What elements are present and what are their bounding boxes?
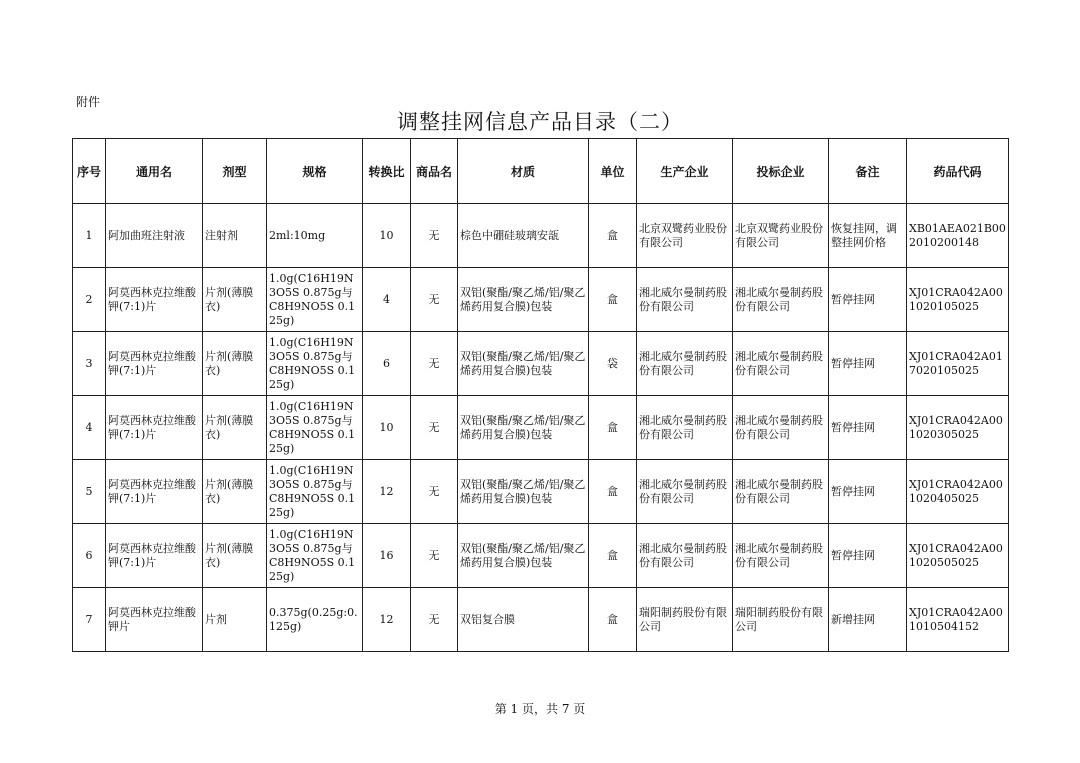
page-title: 调整挂网信息产品目录（二） bbox=[397, 110, 683, 134]
cell-manufacturer: 湘北威尔曼制药股份有限公司 bbox=[637, 524, 733, 588]
cell-generic-name: 阿莫西林克拉维酸钾片 bbox=[106, 588, 203, 652]
cell-dosage-form: 片剂(薄膜衣) bbox=[203, 396, 267, 460]
attachment-label: 附件 bbox=[76, 95, 101, 109]
cell-remark: 暂停挂网 bbox=[829, 268, 907, 332]
cell-remark: 新增挂网 bbox=[829, 588, 907, 652]
col-header-dosage-form: 剂型 bbox=[203, 139, 267, 204]
cell-drug-code: XJ01CRA042A017020105025 bbox=[907, 332, 1009, 396]
col-header-manufacturer: 生产企业 bbox=[637, 139, 733, 204]
cell-manufacturer: 北京双鹭药业股份有限公司 bbox=[637, 204, 733, 268]
cell-trade-name: 无 bbox=[411, 396, 458, 460]
cell-unit: 盒 bbox=[589, 524, 637, 588]
cell-bidder: 瑞阳制药股份有限公司 bbox=[733, 588, 829, 652]
cell-material: 双铝(聚酯/聚乙烯/铝/聚乙烯药用复合膜)包装 bbox=[458, 460, 589, 524]
cell-bidder: 湘北威尔曼制药股份有限公司 bbox=[733, 524, 829, 588]
table-row bbox=[73, 332, 1009, 396]
col-header-trade-name: 商品名 bbox=[411, 139, 458, 204]
cell-trade-name: 无 bbox=[411, 332, 458, 396]
cell-material: 双铝(聚酯/聚乙烯/铝/聚乙烯药用复合膜)包装 bbox=[458, 268, 589, 332]
cell-trade-name: 无 bbox=[411, 460, 458, 524]
cell-trade-name: 无 bbox=[411, 204, 458, 268]
cell-drug-code: XB01AEA021B002010200148 bbox=[907, 204, 1009, 268]
cell-remark: 暂停挂网 bbox=[829, 396, 907, 460]
cell-unit: 盒 bbox=[589, 460, 637, 524]
cell-unit: 盒 bbox=[589, 396, 637, 460]
cell-generic-name: 阿莫西林克拉维酸钾(7:1)片 bbox=[106, 268, 203, 332]
cell-manufacturer: 瑞阳制药股份有限公司 bbox=[637, 588, 733, 652]
table-row bbox=[73, 588, 1009, 652]
cell-unit: 袋 bbox=[589, 332, 637, 396]
product-catalog-table bbox=[72, 138, 1009, 652]
col-header-bidder: 投标企业 bbox=[733, 139, 829, 204]
cell-material: 双铝(聚酯/聚乙烯/铝/聚乙烯药用复合膜)包装 bbox=[458, 332, 589, 396]
col-header-unit: 单位 bbox=[589, 139, 637, 204]
cell-remark: 暂停挂网 bbox=[829, 332, 907, 396]
cell-drug-code: XJ01CRA042A001020405025 bbox=[907, 460, 1009, 524]
cell-trade-name: 无 bbox=[411, 524, 458, 588]
col-header-material: 材质 bbox=[458, 139, 589, 204]
cell-generic-name: 阿莫西林克拉维酸钾(7:1)片 bbox=[106, 460, 203, 524]
cell-manufacturer: 湘北威尔曼制药股份有限公司 bbox=[637, 460, 733, 524]
cell-drug-code: XJ01CRA042A001020505025 bbox=[907, 524, 1009, 588]
cell-ratio: 16 bbox=[363, 524, 411, 588]
cell-dosage-form: 片剂(薄膜衣) bbox=[203, 332, 267, 396]
cell-no: 4 bbox=[73, 396, 106, 460]
cell-dosage-form: 注射剂 bbox=[203, 204, 267, 268]
cell-material: 棕色中硼硅玻璃安瓿 bbox=[458, 204, 589, 268]
cell-ratio: 4 bbox=[363, 268, 411, 332]
cell-dosage-form: 片剂(薄膜衣) bbox=[203, 524, 267, 588]
table-row bbox=[73, 396, 1009, 460]
cell-ratio: 10 bbox=[363, 396, 411, 460]
cell-no: 7 bbox=[73, 588, 106, 652]
cell-no: 5 bbox=[73, 460, 106, 524]
cell-unit: 盒 bbox=[589, 268, 637, 332]
table-row bbox=[73, 524, 1009, 588]
cell-drug-code: XJ01CRA042A001020105025 bbox=[907, 268, 1009, 332]
cell-generic-name: 阿莫西林克拉维酸钾(7:1)片 bbox=[106, 524, 203, 588]
cell-spec: 2ml:10mg bbox=[267, 204, 363, 268]
header-row bbox=[73, 139, 1009, 204]
col-header-generic-name: 通用名 bbox=[106, 139, 203, 204]
cell-bidder: 湘北威尔曼制药股份有限公司 bbox=[733, 460, 829, 524]
table-row bbox=[73, 204, 1009, 268]
col-header-spec: 规格 bbox=[267, 139, 363, 204]
cell-generic-name: 阿莫西林克拉维酸钾(7:1)片 bbox=[106, 396, 203, 460]
cell-spec: 1.0g(C16H19N3O5S 0.875g与C8H9NO5S 0.125g) bbox=[267, 268, 363, 332]
cell-ratio: 12 bbox=[363, 460, 411, 524]
col-header-remark: 备注 bbox=[829, 139, 907, 204]
cell-manufacturer: 湘北威尔曼制药股份有限公司 bbox=[637, 396, 733, 460]
cell-drug-code: XJ01CRA042A001010504152 bbox=[907, 588, 1009, 652]
cell-remark: 暂停挂网 bbox=[829, 524, 907, 588]
cell-manufacturer: 湘北威尔曼制药股份有限公司 bbox=[637, 332, 733, 396]
cell-spec: 1.0g(C16H19N3O5S 0.875g与C8H9NO5S 0.125g) bbox=[267, 460, 363, 524]
cell-spec: 1.0g(C16H19N3O5S 0.875g与C8H9NO5S 0.125g) bbox=[267, 524, 363, 588]
cell-remark: 暂停挂网 bbox=[829, 460, 907, 524]
cell-unit: 盒 bbox=[589, 204, 637, 268]
cell-ratio: 12 bbox=[363, 588, 411, 652]
cell-material: 双铝复合膜 bbox=[458, 588, 589, 652]
cell-generic-name: 阿莫西林克拉维酸钾(7:1)片 bbox=[106, 332, 203, 396]
table-row bbox=[73, 460, 1009, 524]
cell-spec: 0.375g(0.25g:0.125g) bbox=[267, 588, 363, 652]
table-row bbox=[73, 268, 1009, 332]
cell-drug-code: XJ01CRA042A001020305025 bbox=[907, 396, 1009, 460]
cell-trade-name: 无 bbox=[411, 588, 458, 652]
cell-remark: 恢复挂网，调整挂网价格 bbox=[829, 204, 907, 268]
cell-spec: 1.0g(C16H19N3O5S 0.875g与C8H9NO5S 0.125g) bbox=[267, 332, 363, 396]
page-number: 第 1 页，共 7 页 bbox=[494, 702, 586, 716]
cell-dosage-form: 片剂 bbox=[203, 588, 267, 652]
cell-no: 3 bbox=[73, 332, 106, 396]
cell-material: 双铝(聚酯/聚乙烯/铝/聚乙烯药用复合膜)包装 bbox=[458, 396, 589, 460]
col-header-ratio: 转换比 bbox=[363, 139, 411, 204]
cell-trade-name: 无 bbox=[411, 268, 458, 332]
cell-no: 6 bbox=[73, 524, 106, 588]
cell-ratio: 10 bbox=[363, 204, 411, 268]
cell-ratio: 6 bbox=[363, 332, 411, 396]
cell-material: 双铝(聚酯/聚乙烯/铝/聚乙烯药用复合膜)包装 bbox=[458, 524, 589, 588]
col-header-drug-code: 药品代码 bbox=[907, 139, 1009, 204]
cell-manufacturer: 湘北威尔曼制药股份有限公司 bbox=[637, 268, 733, 332]
cell-unit: 盒 bbox=[589, 588, 637, 652]
cell-bidder: 湘北威尔曼制药股份有限公司 bbox=[733, 268, 829, 332]
cell-no: 1 bbox=[73, 204, 106, 268]
col-header-no: 序号 bbox=[73, 139, 106, 204]
cell-spec: 1.0g(C16H19N3O5S 0.875g与C8H9NO5S 0.125g) bbox=[267, 396, 363, 460]
cell-bidder: 北京双鹭药业股份有限公司 bbox=[733, 204, 829, 268]
cell-generic-name: 阿加曲班注射液 bbox=[106, 204, 203, 268]
cell-dosage-form: 片剂(薄膜衣) bbox=[203, 460, 267, 524]
cell-dosage-form: 片剂(薄膜衣) bbox=[203, 268, 267, 332]
cell-bidder: 湘北威尔曼制药股份有限公司 bbox=[733, 396, 829, 460]
cell-no: 2 bbox=[73, 268, 106, 332]
cell-bidder: 湘北威尔曼制药股份有限公司 bbox=[733, 332, 829, 396]
